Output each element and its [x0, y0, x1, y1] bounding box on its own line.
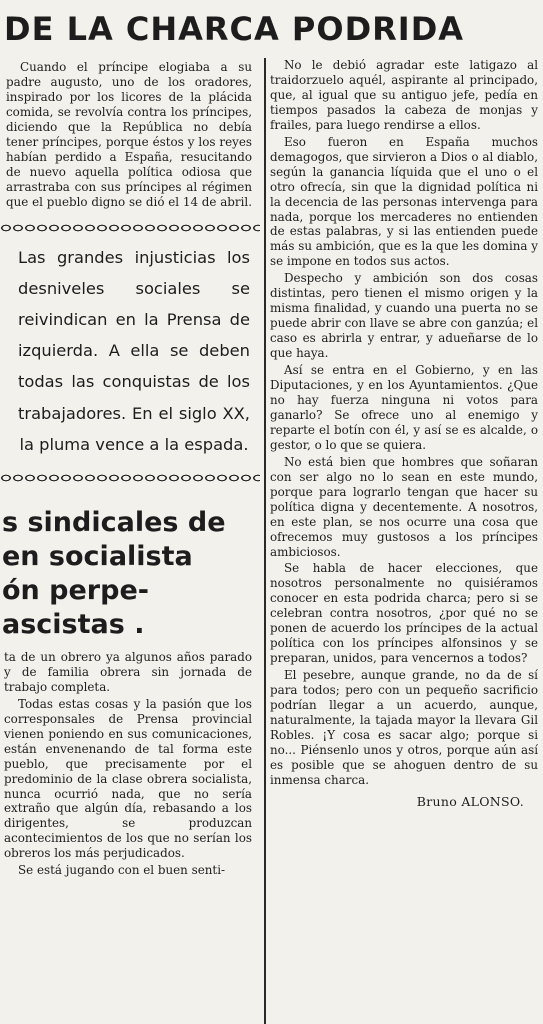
right-paragraph: No le debió agradar este latigazo al traidorzuelo aquél, aspirante al principado, que, al igual que su antiguo jefe, pedía en tiempos pasados la cabeza de monjas y frailes, para luego rendirse a ellos. [270, 58, 538, 132]
chain-divider-bottom [0, 468, 260, 488]
intro-paragraph: Cuando el príncipe elogiaba a su padre augusto, uno de los oradores, inspirado por los licores de la plácida comida, se revolvía contra los príncipes, diciendo que la República no debía tener príncipes, porque éstos y los reyes habían perdido a España, resucitando de nuevo aquella política odiosa que arrastraba con sus príncipes al régimen que el pueblo digno se dió el 14 de abril. [6, 60, 252, 209]
right-paragraph: No está bien que hombres que soñaran con ser algo no lo sean en este mundo, porque para lograrlo tengan que hacer su política digna y decentemente. A nosotros, en este plan, se nos ocurre una cosa que ofrecemos muy gustosos a los príncipes ambiciosos. [270, 454, 538, 559]
right-paragraph: Despecho y ambición son dos cosas distintas, pero tienen el mismo origen y la misma finalidad, y cuando una puerta no se puede abrir con llave se abre con ganzúa; el caso es abrirla y entrar, y adueñarse de lo que haya. [270, 271, 538, 361]
chain-divider-top [0, 218, 260, 238]
right-paragraph: Así se entra en el Gobierno, y en las Diputaciones, y en los Ayuntamientos. ¿Que no hay fuerza ninguna ni votos para ganarlo? Se ofrece uno al enemigo y reparte el botín con él, y así se es alcalde, o gestor, o lo que se quiera. [270, 363, 538, 452]
lower-article [0, 642, 260, 878]
lower-paragraph: ta de un obrero ya algunos años parado y de familia obrera sin jornada de trabajo completa. [4, 649, 252, 694]
column-rule [264, 58, 266, 1024]
left-column [0, 58, 260, 880]
right-paragraph: El pesebre, aunque grande, no da de sí para todos; pero con un pequeño sacrificio podrían llegar a un acuerdo, aunque, naturalmente, la tajada mayor la llevara Gil Robles. ¡Y cosa es sacar algo; porque si no... Piénsenlo unos y otros, porque aún así es posible que se ahoguen dentro de su inmensa charca. [270, 668, 538, 787]
pull-quote: Las grandes injusticias los desniveles sociales se reivindican en la Prensa de izquierda. A ella se deben todas las conquistas de los trabajadores. En el siglo XX, la pluma vence a la espada. [18, 247, 250, 454]
subheadline-line: en socialista [2, 540, 193, 572]
lower-paragraph: Todas estas cosas y la pasión que los corresponsales de Prensa provincial vienen poniendo en sus comunicaciones, están envenenando de tal forma este pueblo, que precisamente por el predominio de la clase obrera socialista, nunca ocurrió nada, que no sería extraño que algún día, rebasando a los dirigentes, se produzcan acontecimientos de los que no serían los obreros los más perjudicados. [4, 696, 252, 861]
right-column [270, 58, 538, 810]
right-paragraph: Se habla de hacer elecciones, que nosotros personalmente no quisiéramos conocer en esta podrida charca; pero si se celebran contra nosotros, ¿por qué no se ponen de acuerdo los príncipes de la actual política con los príncipes alfonsinos y se preparan, unidos, para vencernos a todos? [270, 561, 538, 666]
subheadline-line: s sindicales de [2, 506, 226, 538]
lower-paragraph: Se está jugando con el buen senti- [18, 863, 226, 878]
subheadline [0, 506, 260, 642]
subheadline-line: ascistas . [2, 608, 145, 640]
author-signature: Bruno ALONSO. [416, 793, 524, 809]
headline: DE LA CHARCA PODRIDA [4, 10, 465, 48]
right-paragraph: Eso fueron en España muchos demagogos, que sirvieron a Dios o al diablo, según la ganancia líquida que el uno o el otro ofrecía, sin que la dignidad política ni la decencia de las personas intervenga para nada, porque los mercaderes no entienden de estas palabras, y si las entienden puede más su ambición, que es la que les domina y se impone en todos sus actos. [270, 134, 538, 269]
subheadline-line: ón perpe- [2, 574, 149, 606]
